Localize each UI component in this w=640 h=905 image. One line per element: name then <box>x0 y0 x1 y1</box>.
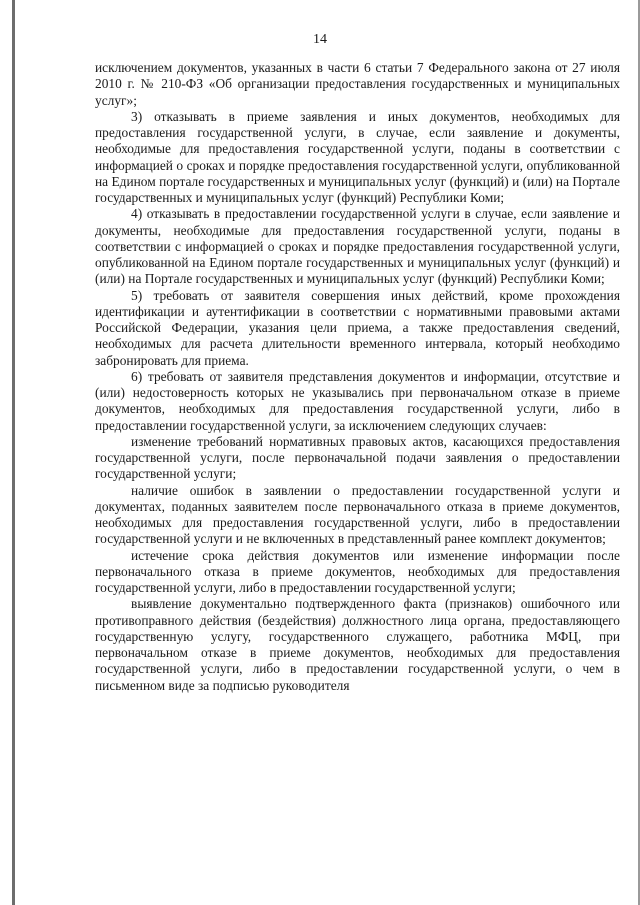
page-number: 14 <box>313 32 327 47</box>
paragraph-exception-3: истечение срока действия документов или изменение информации после первоначального отказа в приеме документов, необходимых для предоставления государственной услуги, либо в предоставлении государственной услуги; <box>95 547 620 595</box>
paragraph-item-5: 5) требовать от заявителя совершения иных действий, кроме прохождения идентификации и аутентификации в соответствии с нормативными правовыми актами Российской Федерации, указания цели приема, а также предоставления сведений, необходимых для расчета длительности временного интервала, который необходимо забронировать для приема. <box>95 287 620 368</box>
paragraph-item-3: 3) отказывать в приеме заявления и иных документов, необходимых для предоставления государственной услуги, в случае, если заявление и документы, необходимые для предоставления государственной услуги, поданы в соответствии с информацией о сроках и порядке предоставления государственной услуги, опубликованной на Едином портале государственных и муниципальных услуг (функций) и (или) на Портале государственных и муниципальных услуг (функций) Республики Коми; <box>95 108 620 205</box>
paragraph-item-6: 6) требовать от заявителя представления документов и информации, отсутствие и (или) недостоверность которых не указывались при первоначальном отказе в приеме документов, необходимых для предоставления государственной услуги, либо в предоставлении государственной услуги, за исключением следующих случаев: <box>95 368 620 433</box>
paragraph-continuation: исключением документов, указанных в части 6 статьи 7 Федерального закона от 27 июля 2010 г. № 210-ФЗ «Об организации предоставления государственных и муниципальных услуг»; <box>95 60 620 108</box>
paragraph-exception-1: изменение требований нормативных правовых актов, касающихся предоставления государственной услуги, после первоначальной подачи заявления о предоставлении государственной услуги; <box>95 433 620 482</box>
paragraph-exception-4: выявление документально подтвержденного факта (признаков) ошибочного или противоправного действия (бездействия) должностного лица органа, предоставляющего государственную услугу, государственного служащего, работника МФЦ, при первоначальном отказе в приеме документов, необходимых для предоставления государственной услуги, либо в предоставлении государственной услуги, о чем в письменном виде за подписью руководителя <box>95 596 620 693</box>
scan-border-left <box>12 0 15 905</box>
paragraph-item-4: 4) отказывать в предоставлении государственной услуги в случае, если заявление и документы, необходимые для предоставления государственной услуги, поданы в соответствии с информацией о сроках и порядке предоставления государственной услуги, опубликованной на Едином портале государственных и муниципальных услуг (функций) и (или) на Портале государственных и муниципальных услуг (функций) Республики Коми; <box>95 206 620 287</box>
document-body <box>95 60 620 694</box>
paragraph-exception-2: наличие ошибок в заявлении о предоставлении государственной услуги и документах, поданных заявителем после первоначального отказа в приеме документов, необходимых для предоставления государственной услуги, либо в предоставлении государственной услуги и не включенных в представленный ранее комплект документов; <box>95 482 620 547</box>
